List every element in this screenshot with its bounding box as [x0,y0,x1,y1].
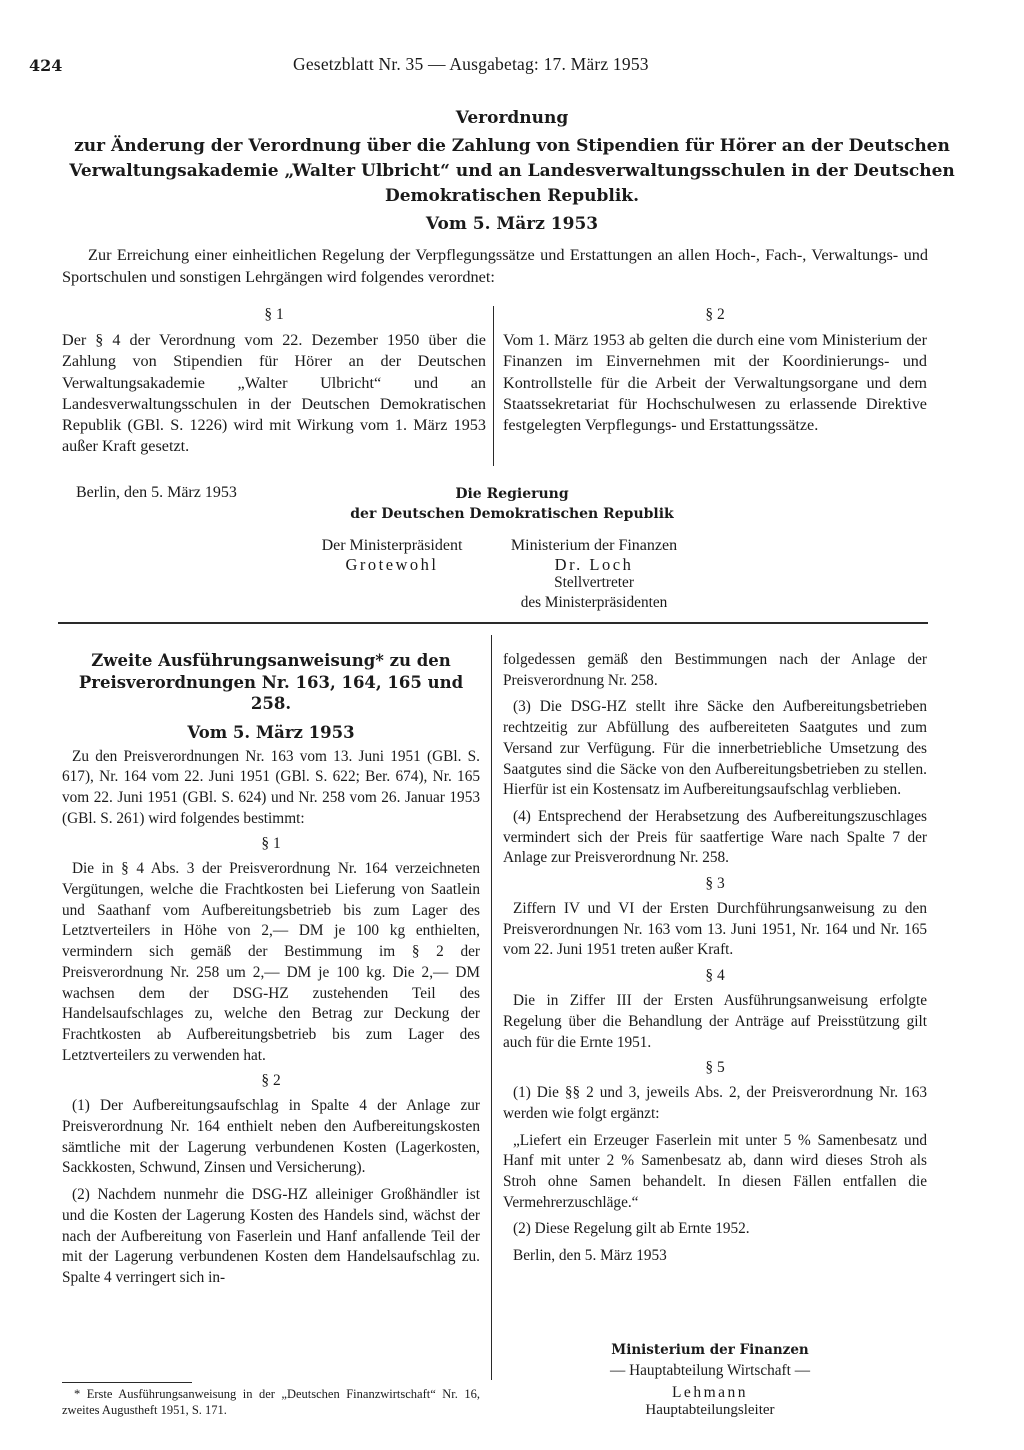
footnote: * Erste Ausführungsanweisung in der „Deutschen Finanzwirtschaft“ Nr. 16, zweites Augustheft 1951, S. 171. [62,1387,480,1417]
decree2-section2-para3: (3) Die DSG-HZ stellt ihre Säcke den Aufbereitungsbetrieben rechtzeitig zur Abfüllung des aufbereiteten Saatgutes und zum Versand zur Verfügung. Für die innerbetriebliche Umsetzung des Saatgutes sind die Säcke von den Aufbereitungsbetrieben zu stellen. Hierfür ist ein Kostensatz im Aufbereitungsaufschlag verblieben. [503,698,927,799]
decree2-section2-label: § 2 [261,1072,281,1090]
decree1-section2-text: Vom 1. März 1953 ab gelten die durch eine vom Ministerium der Finanzen im Einvernehmen mit der Koordinierungs- und Kontrollstelle für die Arbeit der Verwaltungsorgane und dem Staatssekretariat für Hochschulwesen zu erlassende Direktive festgelegten Verpflegungs- und Erstattungssätze. [503,331,927,435]
decree2-section3-text: Ziffern IV und VI der Ersten Durchführungsanweisung zu den Preisverordnungen Nr. 163 vom 13. Juni 1951, Nr. 164 und Nr. 165 vom 22. Juni 1951 treten außer Kraft. [503,900,927,959]
decree2-section2-para4: (4) Entsprechend der Herabsetzung des Aufbereitungszuschlages vermindert sich der Preis für saatfertige Ware nach Spalte 7 der Anlage zur Preisverordnung Nr. 258. [503,807,927,867]
decree1-signatory-left-name: Grotewohl [345,555,439,574]
decree1-signatory-right-title: Ministerium der Finanzen [510,537,678,554]
decree1-signatory-right-role2: des Ministerpräsidenten [520,594,668,611]
decree2-section2-para1: (1) Der Aufbereitungsaufschlag in Spalte 4 der Anlage zur Preisverordnung Nr. 164 enthielt neben den Aufbereitungskosten sämtliche mit der Lagerung verbundenen Kosten (Lagerkosten, Sackkosten, Schwund, Zinsen und Versicherung). [62,1097,480,1177]
running-title: Gesetzblatt Nr. 35 — Ausgabetag: 17. März 1953 [293,54,649,74]
decree2-signatory-role: Hauptabteilungsleiter [645,1402,775,1418]
decree2-column-divider [491,635,492,1380]
decree1-right-column [503,303,927,436]
decree1-preamble: Zur Erreichung einer einheitlichen Regelung der Verpflegungssätze und Erstattungen an allen Hoch-, Fach-, Verwaltungs- und Sportschulen und sonstigen Lehrgängen wird folgendes verordnet: [62,245,928,286]
decree2-section5-para2: (2) Diese Regelung gilt ab Ernte 1952. [513,1220,750,1238]
decree1-title: zur Änderung der Verordnung über die Zahlung von Stipendien für Hörer an der Deutschen Verwaltungsakademie „Walter Ulbricht“ und an Landesverwaltungsschulen in der Deutschen Demokratischen Republik. [69,136,955,206]
decree1-signatory-right-role1: Stellvertreter [554,574,634,591]
decree2-section5-label: § 5 [705,1059,725,1077]
decree-separator-rule [58,622,928,624]
decree2-left-column [62,650,480,1295]
decree2-date: Vom 5. März 1953 [187,722,355,742]
decree1-section1-text: Der § 4 der Verordnung vom 22. Dezember 1950 über die Zahlung von Stipendien für Hörer an der Deutschen Verwaltungsakademie „Walter Ulbricht“ und an Landesverwaltungsschulen in der Deutschen Demokratischen Republik (GBl. S. 1226) wird mit Wirkung vom 1. März 1953 außer Kraft gesetzt. [62,331,486,456]
decree1-signatory-left-title: Der Ministerpräsident [321,537,463,554]
decree2-section5-para1: (1) Die §§ 2 und 3, jeweils Abs. 2, der Preisverordnung Nr. 163 werden wie folgt ergänzt: [503,1084,927,1122]
decree2-signatory-organization: Ministerium der Finanzen [611,1342,809,1358]
decree2-signatory-department: — Hauptabteilung Wirtschaft — [609,1362,811,1379]
decree1-left-column [62,303,486,458]
footnote-rule [62,1382,192,1383]
decree1-government-line1: Die Regierung [455,486,569,502]
decree2-section3-label: § 3 [705,875,725,893]
decree2-section5-quote: „Liefert ein Erzeuger Faserlein mit unter 5 % Samenbesatz und Hanf mit unter 2 % Samenbesatz ab, dann wird dieses Stroh als Stroh ohne Samen behandelt. In diesen Fällen entfallen die Vermehrerzuschläge.“ [503,1131,927,1211]
decree1-column-divider [493,306,494,466]
decree1-section2-label: § 2 [705,306,725,323]
decree1-kind: Verordnung [455,108,569,128]
page-number: 424 [29,56,63,75]
decree1-signatory-right-name: Dr. Loch [554,555,634,574]
decree2-section4-label: § 4 [705,967,725,985]
decree2-signatory-name: Lehmann [671,1384,749,1401]
decree2-section1-text: Die in § 4 Abs. 3 der Preisverordnung Nr. 164 verzeichneten Vergütungen, welche die Frachtkosten bei Lieferung von Saatlein und Saathanf vom Aufbereitungsbetrieb bis zum Lager des Letztverteilers in Höhe von 2,— DM je 100 kg enthielten, vermindern sich gemäß der Bestimmung im § 2 der Preisverordnung Nr. 258 um 2,— DM je 100 kg. Die 2,— DM wachsen dem der DSG-HZ zustehenden Teil des Handelsaufschlages zu, welche den Betrag zur Deckung der Frachtkosten ab Aufbereitungsbetrieb bis zum Lager des Letztverteilers zu verwenden hat. [62,860,480,1064]
decree2-title: Zweite Ausführungsanweisung* zu den Preisverordnungen Nr. 163, 164, 165 und 258. [78,651,464,713]
decree2-section2-para2: (2) Nachdem nunmehr die DSG-HZ alleiniger Großhändler ist und die Kosten der Lagerung Kosten des Handels sind, wächst der nach der Aufbereitung von Faserlein und Hanf anfallende Teil der mit der Lagerung verbundenen Kosten dem Handelsaufschlag zu. Spalte 4 verringert sich in- [62,1186,480,1286]
decree2-section2-para2-continued: folgedessen gemäß den Bestimmungen nach der Anlage der Preisverordnung Nr. 258. [503,651,927,689]
decree2-section1-label: § 1 [261,835,281,853]
decree2-section4-text: Die in Ziffer III der Ersten Ausführungsanweisung erfolgte Regelung über die Behandlung der Anträge auf Preisstützung gilt auch für die Ernte 1951. [503,992,927,1051]
decree1-government-line2: der Deutschen Demokratischen Republik [350,506,674,522]
decree1-date: Vom 5. März 1953 [425,214,599,234]
decree2-intro: Zu den Preisverordnungen Nr. 163 vom 13. Juni 1951 (GBl. S. 617), Nr. 164 vom 22. Juni 1951 (GBl. S. 622; Ber. 674), Nr. 165 vom 22. Juni 1951 (GBl. S. 624) und Nr. 258 vom 26. Januar 1953 (GBl. S. 261) wird folgendes bestimmt: [62,747,480,827]
decree1-section1-label: § 1 [264,306,284,323]
decree1-place-date: Berlin, den 5. März 1953 [76,484,237,501]
decree2-right-column [503,650,927,1273]
decree2-place-date: Berlin, den 5. März 1953 [513,1247,667,1265]
